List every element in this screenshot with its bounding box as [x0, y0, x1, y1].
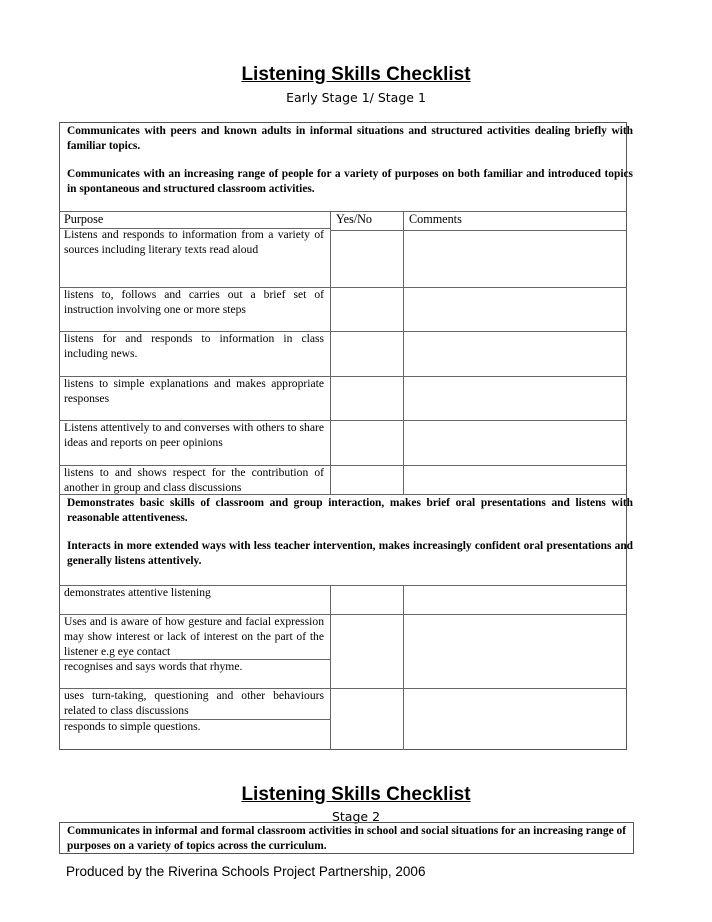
- table-row-purpose: listens for and responds to information in class including news.: [64, 332, 324, 360]
- table-row-purpose: Uses and is aware of how gesture and facial expression may show interest or lack of interest on the part of the listener e.g eye contact: [64, 615, 324, 658]
- table-row-purpose: uses turn-taking, questioning and other behaviours related to class discussions: [64, 689, 324, 717]
- table-row-purpose: listens to and shows respect for the contribution of another in group and class discussions: [64, 466, 324, 494]
- intro-text: Communicates in informal and formal classroom activities in school and social situations for an increasing range of purposes on a variety of topics across the curriculum.: [67, 825, 626, 852]
- column-divider: [403, 211, 404, 494]
- intro-block: [60, 124, 640, 196]
- column-divider: [330, 585, 331, 750]
- page-title: Listening Skills Checklist: [241, 64, 471, 85]
- table-row-purpose: listens to, follows and carries out a brief set of instruction involving one or more steps: [64, 288, 324, 316]
- section2-intro-box: [59, 822, 634, 854]
- table-row-purpose: Listens and responds to information from a variety of sources including literary texts read aloud: [64, 228, 324, 256]
- section2-subtitle: Stage 2: [331, 809, 381, 824]
- table-row-purpose: recognises and says words that rhyme.: [64, 660, 243, 673]
- intro-text: Interacts in more extended ways with less teacher intervention, makes increasingly confident oral presentations and generally listens attentively.: [67, 540, 633, 567]
- table-row-purpose: responds to simple questions.: [64, 720, 201, 733]
- intro-block: [60, 496, 640, 568]
- intro-text: Communicates with peers and known adults in informal situations and structured activities dealing briefly with familiar topics.: [67, 125, 633, 152]
- table-row-purpose: demonstrates attentive listening: [64, 586, 211, 599]
- intro-text: Communicates with an increasing range of people for a variety of purposes on both familiar and introduced topics in spontaneous and structured classroom activities.: [67, 168, 633, 195]
- page-subtitle: Early Stage 1/ Stage 1: [286, 90, 426, 105]
- column-divider: [330, 211, 331, 494]
- column-header-purpose: Purpose: [64, 212, 104, 226]
- section2-title: Listening Skills Checklist: [241, 784, 471, 805]
- column-header-yes-no: Yes/No: [336, 212, 373, 226]
- footer-credit: Produced by the Riverina Schools Project Partnership, 2006: [66, 864, 426, 879]
- divider: [330, 230, 627, 231]
- intro-text: Demonstrates basic skills of classroom and group interaction, makes brief oral presentations and listens with reasonable attentiveness.: [67, 497, 633, 524]
- column-divider: [403, 585, 404, 750]
- column-header-comments: Comments: [409, 212, 462, 226]
- table-row-purpose: Listens attentively to and converses with others to share ideas and reports on peer opinions: [64, 421, 324, 449]
- table-row-purpose: listens to simple explanations and makes appropriate responses: [64, 377, 324, 405]
